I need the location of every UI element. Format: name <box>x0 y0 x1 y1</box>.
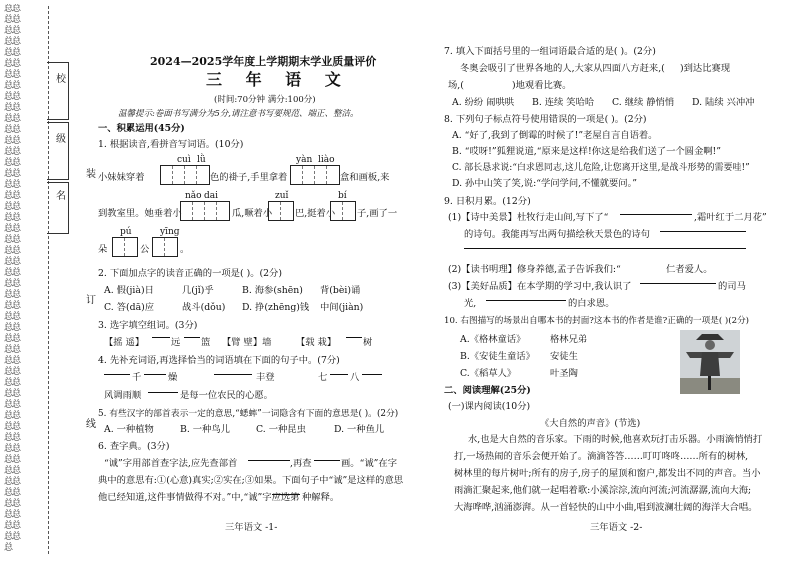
question-5: 5. 有些汉字的部首表示一定的意思,“蟋蟀”一词隐含有下面的意思是( )。(2分) <box>98 409 399 419</box>
sentence-text: 。 <box>180 244 190 255</box>
bind-label: 订 <box>86 295 96 306</box>
choice-pair: 【臂 壁】墙 <box>222 337 272 348</box>
answer-blank[interactable] <box>330 374 348 375</box>
pinyin: bí <box>338 191 347 201</box>
sentence-text: 朵 <box>98 244 108 255</box>
sentence-text: 到教室里。她垂着小 <box>98 208 182 219</box>
question-4: 4. 先补充词语,再选择恰当的词语填在下面的句子中。(7分) <box>98 355 340 366</box>
sentence-text: 公 <box>140 244 150 255</box>
answer-blank[interactable] <box>152 337 170 338</box>
sentence-text: 画。“诚”在字 <box>341 458 397 469</box>
char-grid[interactable] <box>160 165 210 185</box>
option-d[interactable]: D. 一种鱼儿 <box>334 424 385 435</box>
answer-blank[interactable] <box>486 300 566 301</box>
option-text: 背(bèi)诵 <box>320 285 361 296</box>
option-a[interactable]: A. 纷纷 闹哄哄 <box>452 97 515 108</box>
answer-blank[interactable] <box>144 374 166 375</box>
char-grid[interactable] <box>268 201 294 221</box>
answer-blank[interactable] <box>660 231 746 232</box>
passage-title: 《大自然的声音》(节选) <box>540 418 641 429</box>
sentence-text: 的司马 <box>718 281 746 292</box>
answer-blank[interactable] <box>148 392 178 393</box>
pinyin: dai <box>204 191 219 201</box>
option-a[interactable]: A.《格林童话》 <box>460 334 526 345</box>
pinyin: yàn <box>296 155 313 165</box>
page-footer: 三年语文 -1- <box>225 522 278 533</box>
answer-blank[interactable] <box>640 283 716 284</box>
line-label: 线 <box>86 419 96 430</box>
option-b[interactable]: B.《安徒生童话》 <box>460 351 535 362</box>
word-part: 千 <box>132 372 142 383</box>
option-text: 格林兄弟 <box>550 334 588 345</box>
question-7: 7. 填入下面括号里的一组词语最合适的是( )。(2分) <box>444 46 656 57</box>
page-footer: 三年语文 -2- <box>590 522 643 533</box>
option-d[interactable]: D. 陆续 兴冲冲 <box>692 97 755 108</box>
sentence-text: “诚”字用部首查字法,应先查部首 <box>104 458 238 469</box>
option-a[interactable]: A. 假(jià)日 <box>104 285 154 296</box>
option-text: 叶圣陶 <box>550 368 578 379</box>
answer-blank[interactable] <box>620 214 692 215</box>
passage-line: 树林里的每片树叶;所有的房子,房子的屋顶和窗户,都发出不同的声音。当小 <box>454 468 761 479</box>
sentence-text: 典中的意思有:①(心意)真实;②实在;③如果。下面句子中“诚”是这样的意思 <box>98 475 404 486</box>
option-c[interactable]: C. 部长恳求说:“白求恩同志,这儿危险,让您离开这里,是战斗形势的需要哇!” <box>452 163 750 173</box>
option-c[interactable]: C. 答(dā)应 <box>104 302 155 313</box>
passage-line: 大海哗哗,汹涌澎湃。从一首轻快的山中小曲,唱到波澜壮阔的海洋大合唱。 <box>454 502 758 513</box>
sentence-text: 瓜,噘着小 <box>232 208 273 219</box>
section-2-sub: (一)课内阅读(10分) <box>448 401 531 412</box>
char-grid[interactable] <box>180 201 230 221</box>
question-6: 6. 查字典。(3分) <box>98 441 170 452</box>
exam-title: 2024—2025学年度上学期期末学业质量评价 <box>150 55 377 68</box>
decorative-border: 总总总总总总总总总总总总总总总总总总总总总总总总总总总总总总总总总总总总总总总总总总总总总总总总总总总总总总总总总总总总总总总总总总总总总总总总总总总总总总总总总总总总总总总总总总总总总总总总总总总 <box>4 4 21 553</box>
sentence-text: ,霜叶红于二月花” <box>694 212 767 223</box>
question-1: 1. 根据读音,看拼音写词语。(10分) <box>98 139 244 150</box>
option-text: 安徒生 <box>550 351 578 362</box>
sentence-text: ,再查 <box>290 458 312 469</box>
sentence-text: 光, <box>464 298 477 309</box>
option-b[interactable]: B. “哎呀!”狐狸说道,“原来是这样!你这是给我们送了一个圆金啊!” <box>452 146 722 157</box>
sentence-text: 色的褂子,手里拿着 <box>210 172 288 183</box>
option-b[interactable]: B. 连续 笑哈哈 <box>532 97 595 108</box>
subject-title: 三 年 语 文 <box>206 70 350 89</box>
question-10: 10. 右图描写的场景出自哪本书的封面?这本书的作者是谁?正确的一项是( )(2分) <box>444 316 750 326</box>
choice-pair: 【载 栽】 <box>296 337 337 348</box>
pinyin: nǎo <box>185 191 202 201</box>
word-part: 篮 <box>201 337 211 348</box>
option-d[interactable]: D. 孙中山笑了笑,说:“学问学问,不懂就要问。” <box>452 178 637 189</box>
name-label: 名 <box>56 191 66 202</box>
passage-line: 水,也是大自然的音乐家。下雨的时候,他喜欢玩打击乐器。小雨滴悄悄打 <box>468 434 763 445</box>
pinyin: lǜ <box>197 155 206 165</box>
pinyin: yīng <box>160 227 180 237</box>
seal-label: 装 <box>86 169 96 180</box>
option-d[interactable]: D. 挣(zhēng)钱 <box>242 302 310 313</box>
sentence-text: )到达比赛现 <box>680 63 731 74</box>
option-c[interactable]: C. 一种昆虫 <box>256 424 306 435</box>
option-c[interactable]: C. 继续 静悄悄 <box>612 97 675 108</box>
sentence-text: 仁者爱人。 <box>666 264 713 275</box>
sentence-text: 风调雨顺 <box>104 390 142 401</box>
char-grid[interactable] <box>152 237 178 257</box>
option-b[interactable]: B. 海参(shēn) <box>242 285 303 296</box>
question-2: 2. 下面加点字的读音正确的一项是( )。(2分) <box>98 268 282 279</box>
char-grid[interactable] <box>330 201 356 221</box>
question-9: 9. 日积月累。(12分) <box>444 196 531 207</box>
sentence-text: 种解释。 <box>302 492 340 503</box>
word-part: 燥 <box>168 372 178 383</box>
word-part: 树 <box>363 337 373 348</box>
answer-blank[interactable] <box>104 374 130 375</box>
sentence-text: 场,( <box>448 80 464 91</box>
answer-blank[interactable] <box>248 460 290 461</box>
word-part: 丰登 <box>256 372 275 383</box>
exam-timing: (时间:70分钟 满分:100分) <box>214 95 316 105</box>
char-grid[interactable] <box>112 237 138 257</box>
answer-blank[interactable] <box>214 374 252 375</box>
sentence-text: 子,画了一 <box>357 208 398 219</box>
class-label: 级 <box>56 134 66 145</box>
sentence-text: (3)【美好品质】在本学期的学习中,我认识了 <box>448 281 632 292</box>
section-2-heading: 二、阅读理解(25分) <box>444 385 531 396</box>
option-text: 中间(jiàn) <box>320 302 364 313</box>
answer-blank[interactable] <box>346 337 362 338</box>
question-8: 8. 下列句子标点符号使用错误的一项是( )。(2分) <box>444 114 647 125</box>
option-text: 战斗(dǒu) <box>182 302 226 313</box>
choice-pair: 【摇 遥】 <box>104 337 145 348</box>
school-label: 校 <box>56 74 66 85</box>
sentence-text: 他已经知道,这件事情做得不对。”中,“诚”字应选第 <box>98 492 300 503</box>
sentence-text: 盒和画板,来 <box>340 172 390 183</box>
answer-blank[interactable] <box>314 460 340 461</box>
pinyin: zuǐ <box>275 191 289 201</box>
sentence-text: (2)【读书明理】修身养德,孟子告诉我们:“ <box>448 264 621 275</box>
name-field[interactable] <box>47 182 69 234</box>
sentence-text: 小妹妹穿着 <box>98 172 145 183</box>
sentence-text: 是每一位农民的心愿。 <box>180 390 273 401</box>
word-part: 八 <box>350 372 360 383</box>
pinyin: pú <box>120 227 132 237</box>
answer-blank[interactable] <box>464 248 746 249</box>
passage-line: 打,一场热闹的音乐会便开始了。滴滴答答……叮叮咚咚……所有的树林, <box>454 451 749 462</box>
pinyin: cuì <box>177 155 191 165</box>
option-c[interactable]: C.《稻草人》 <box>460 368 517 379</box>
sentence-text: 的诗句。我能再写出两句描绘秋天景色的诗句 <box>464 229 650 240</box>
option-text: 几(jǐ)乎 <box>182 285 214 296</box>
sentence-text: 巴,挺着小 <box>295 208 336 219</box>
char-grid[interactable] <box>290 165 340 185</box>
question-3: 3. 选字填空组词。(3分) <box>98 320 198 331</box>
option-b[interactable]: B. 一种鸟儿 <box>180 424 230 435</box>
pinyin: liào <box>318 155 335 165</box>
sentence-text: 冬奥会吸引了世界各地的人,大家从四面八方赶来,( <box>460 63 665 74</box>
tip: 温馨提示:卷面书写满分为5分,请注意书写要规范、端正、整洁。 <box>118 109 359 119</box>
sentence-text: (1)【诗中美景】杜牧行走山间,写下了“ <box>448 212 609 223</box>
answer-blank[interactable] <box>272 494 300 495</box>
word-part: 七 <box>318 372 328 383</box>
answer-blank[interactable] <box>362 374 382 375</box>
class-field[interactable] <box>47 122 69 180</box>
word-part: 远 <box>171 337 181 348</box>
section-1-heading: 一、积累运用(45分) <box>98 123 185 134</box>
answer-blank[interactable] <box>184 337 200 338</box>
scarecrow-image <box>680 330 740 394</box>
sentence-text: )地观看比赛。 <box>512 80 572 91</box>
option-a[interactable]: A. 一种植物 <box>104 424 154 435</box>
school-field[interactable] <box>47 62 69 120</box>
passage-line: 雨滴汇聚起来,他们就一起唱着歌:小溪淙淙,流向河流;河流潺潺,流向大海; <box>454 485 752 496</box>
option-a[interactable]: A. “好了,我到了倒霉的时候了!”老屋自言自语着。 <box>452 130 658 141</box>
sentence-text: 的白求恩。 <box>568 298 615 309</box>
